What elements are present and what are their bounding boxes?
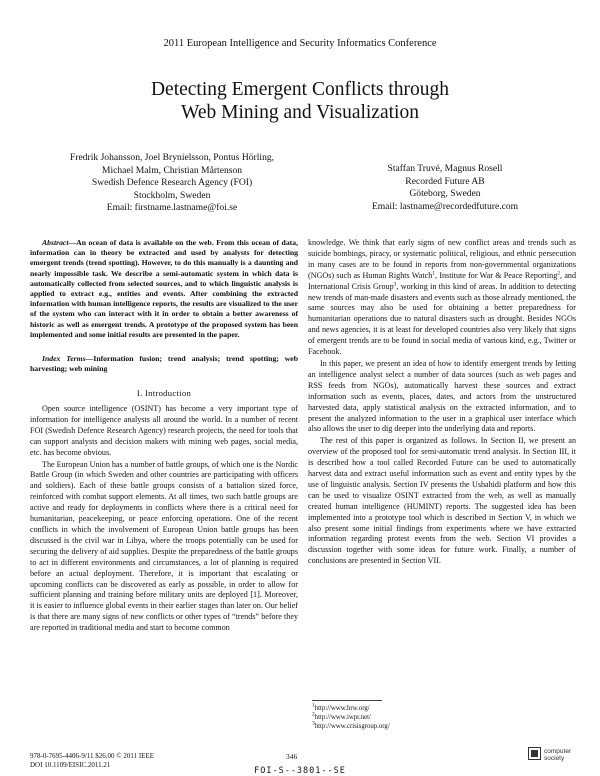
right-column-body	[308, 238, 576, 567]
footnotes	[312, 704, 572, 731]
author-location: Stockholm, Sweden	[133, 189, 211, 201]
footnote-link[interactable]: http://www.crisisgroup.org/	[314, 723, 390, 730]
author-affiliation: Recorded Future AB	[405, 175, 485, 187]
author-names-line-1: Fredrik Johansson, Joel Brynielsson, Pontus Hörling,	[69, 152, 275, 163]
title-line-2: Web Mining and Visualization	[181, 102, 419, 123]
footnote-ref: 1	[432, 270, 436, 277]
author-block-recorded-future	[330, 163, 560, 213]
abstract	[30, 238, 298, 340]
author-affiliation: Swedish Defence Research Agency (FOI)	[91, 177, 253, 189]
paragraph: Open source intelligence (OSINT) has become a very important type of information for intelligence analysts all around the world. In a number of recent FOI (Swedish Defence Research Agency) research projects, the need for tools that can support analysts and decision makers with mining web pages, social media, etc. has become obvious.	[30, 404, 298, 457]
index-terms	[30, 354, 298, 374]
author-email: Email: firstname.lastname@foi.se	[106, 202, 238, 214]
abstract-text: —An ocean of data is available on the web. From this ocean of data, information can in theory be extracted and used by analysts for detecting emergent trends (trend spotting). However, to do this manually is a daunting and nearly impossible task. We describe a semi-automatic system in which data is automatically collected from selected sources, and to which linguistic analysis is applied to extract e.g., entities and events. After combining the extracted information with human intelligence reports, the results are visualized to the user of the system who can interact with it in order to obtain a better awareness of historic as well as emergent trends. A prototype of the proposed system has been implemented and some initial results are presented in the paper.	[30, 238, 298, 339]
paragraph: knowledge. We think that early signs of new conflict areas and trends such as suicide bombings, piracy, or systematic political, religious, and ethnic persecution in many cases are to be found in reports from non-governmental organizations (NGOs) such as Human Rights Watch$^1$, Institute for War & Peace Reporting$^2$, and International Crisis Group$^3$, working in this kind of areas. In addition to detecting new trends of man-made disasters and events such as those already mentioned, the same sources may also be used for obtaining a better preparedness for humanitarian operations due to natural disasters such as drought. Besides NGOs and news agencies, it is at least for developed countries also very likely that signs of emergent trends are to be found in social media of various kind, e.g., Twitter or Facebook.	[308, 238, 577, 357]
introduction-body	[30, 404, 298, 634]
author-names-line-2: Michael Malm, Christian Mårtenson	[101, 164, 243, 176]
footnote-divider	[312, 700, 382, 701]
index-terms-text: —Information fusion; trend analysis; trend spotting; web harvesting; web mining	[30, 354, 298, 374]
author-block-foi	[38, 152, 306, 215]
footnote-link[interactable]: http://www.iwpr.net/	[314, 714, 371, 721]
footnote-link[interactable]: http://www.hrw.org/	[314, 705, 370, 712]
section-heading-introduction: I. Introduction	[136, 388, 192, 398]
author-email: Email: lastname@recordedfuture.com	[371, 200, 519, 212]
logo-text-line-1: computer	[544, 748, 572, 755]
paper-title	[0, 78, 600, 124]
index-terms-lead: Index Terms	[42, 354, 86, 363]
paragraph: In this paper, we present an idea of how to identify emergent trends by letting an intelligence analyst select a number of data sources (such as web pages and RSS feeds from NGOs), automatically harvest these sources and extract information such as events, places, dates, and actors from the unstructured harvested data, apply statistical analysis on the extracted information, and to present the analyzed information to the user in a graphical user interface which also allows the user to dig deeper into the underlying data and reports.	[308, 358, 576, 434]
title-line-1: Detecting Emergent Conflicts through	[150, 79, 450, 100]
isbn-line: 978-0-7695-4406-9/11 $26.00 © 2011 IEEE	[30, 752, 154, 760]
logo-text-line-2: society	[544, 755, 565, 762]
author-names: Staffan Truvé, Magnus Rosell	[387, 163, 503, 174]
footnote[interactable]: $^3$http://www.crisisgroup.org/	[312, 720, 390, 730]
abstract-lead: Abstract	[42, 238, 69, 247]
computer-society-icon	[528, 747, 541, 760]
page-number: 346	[286, 752, 298, 761]
doi-line: DOI 10.1109/EISIC.2011.21	[30, 761, 111, 769]
author-location: Göteborg, Sweden	[409, 188, 481, 200]
footnote[interactable]: $^2$http://www.iwpr.net/	[312, 711, 371, 721]
conference-header: 2011 European Intelligence and Security Informatics Conference	[163, 38, 437, 49]
paragraph: The European Union has a number of battle groups, of which one is the Nordic Battle Group (in which Sweden and other countries are participating with officers and soldiers). Each of these battle groups consists of a battalion sized force, reinforced with combat support elements. At all times, two such battle groups are active and ready for deployments in conflicts where there is a critical need for humanitarian, peacekeeping, or peace enforcing operations. One of the recent conflicts in which the involvement of European Union battle groups has been discussed is the civil war in Libya, where the troops potentially can be used for securing the delivery of aid supplies. Despite the preparedness of the battle groups to act in different environments and circumstances, a lot of planning is required before an actual deployment. Therefore, it is important that escalating or upcoming conflicts can be discovered as early as possible, in order to allow for sufficient planning and training before military units are deployed [1]. Moreover, it is easier to influence global events in their earlier stages than later on. Our belief is that there are many signs of new conflicts or other types of “trends” before they are reported in traditional media and start to become common	[30, 459, 299, 633]
footnote[interactable]: $^1$http://www.hrw.org/	[312, 702, 370, 712]
footnote-ref: 2	[557, 270, 561, 277]
paragraph: The rest of this paper is organized as follows. In Section II, we present an overview of the proposed tool for semi-automatic trend analysis. In Section III, it is described how a tool called Recorded Future can be used to automatically harvest data and extract useful information such as event and entity types by the use of linguistic analysis. Section IV presents the Ushahidi platform and how this can be used to visualize OSINT extracted from the web, as well as manually created human intelligence (HUMINT) reports. The suggested idea has been implemented into a prototype tool which is described in Section V, in which we also present some initial findings from experiments where we have extracted information regarding protest events from the web. Section VI provides a discussion together with some ideas for future work. Finally, a number of conclusions are presented in Section VII.	[308, 436, 576, 566]
document-stamp: FOI-S--3801--SE	[254, 766, 346, 776]
ieee-computer-society-logo	[528, 745, 576, 767]
footnote-ref: 3	[393, 280, 397, 287]
